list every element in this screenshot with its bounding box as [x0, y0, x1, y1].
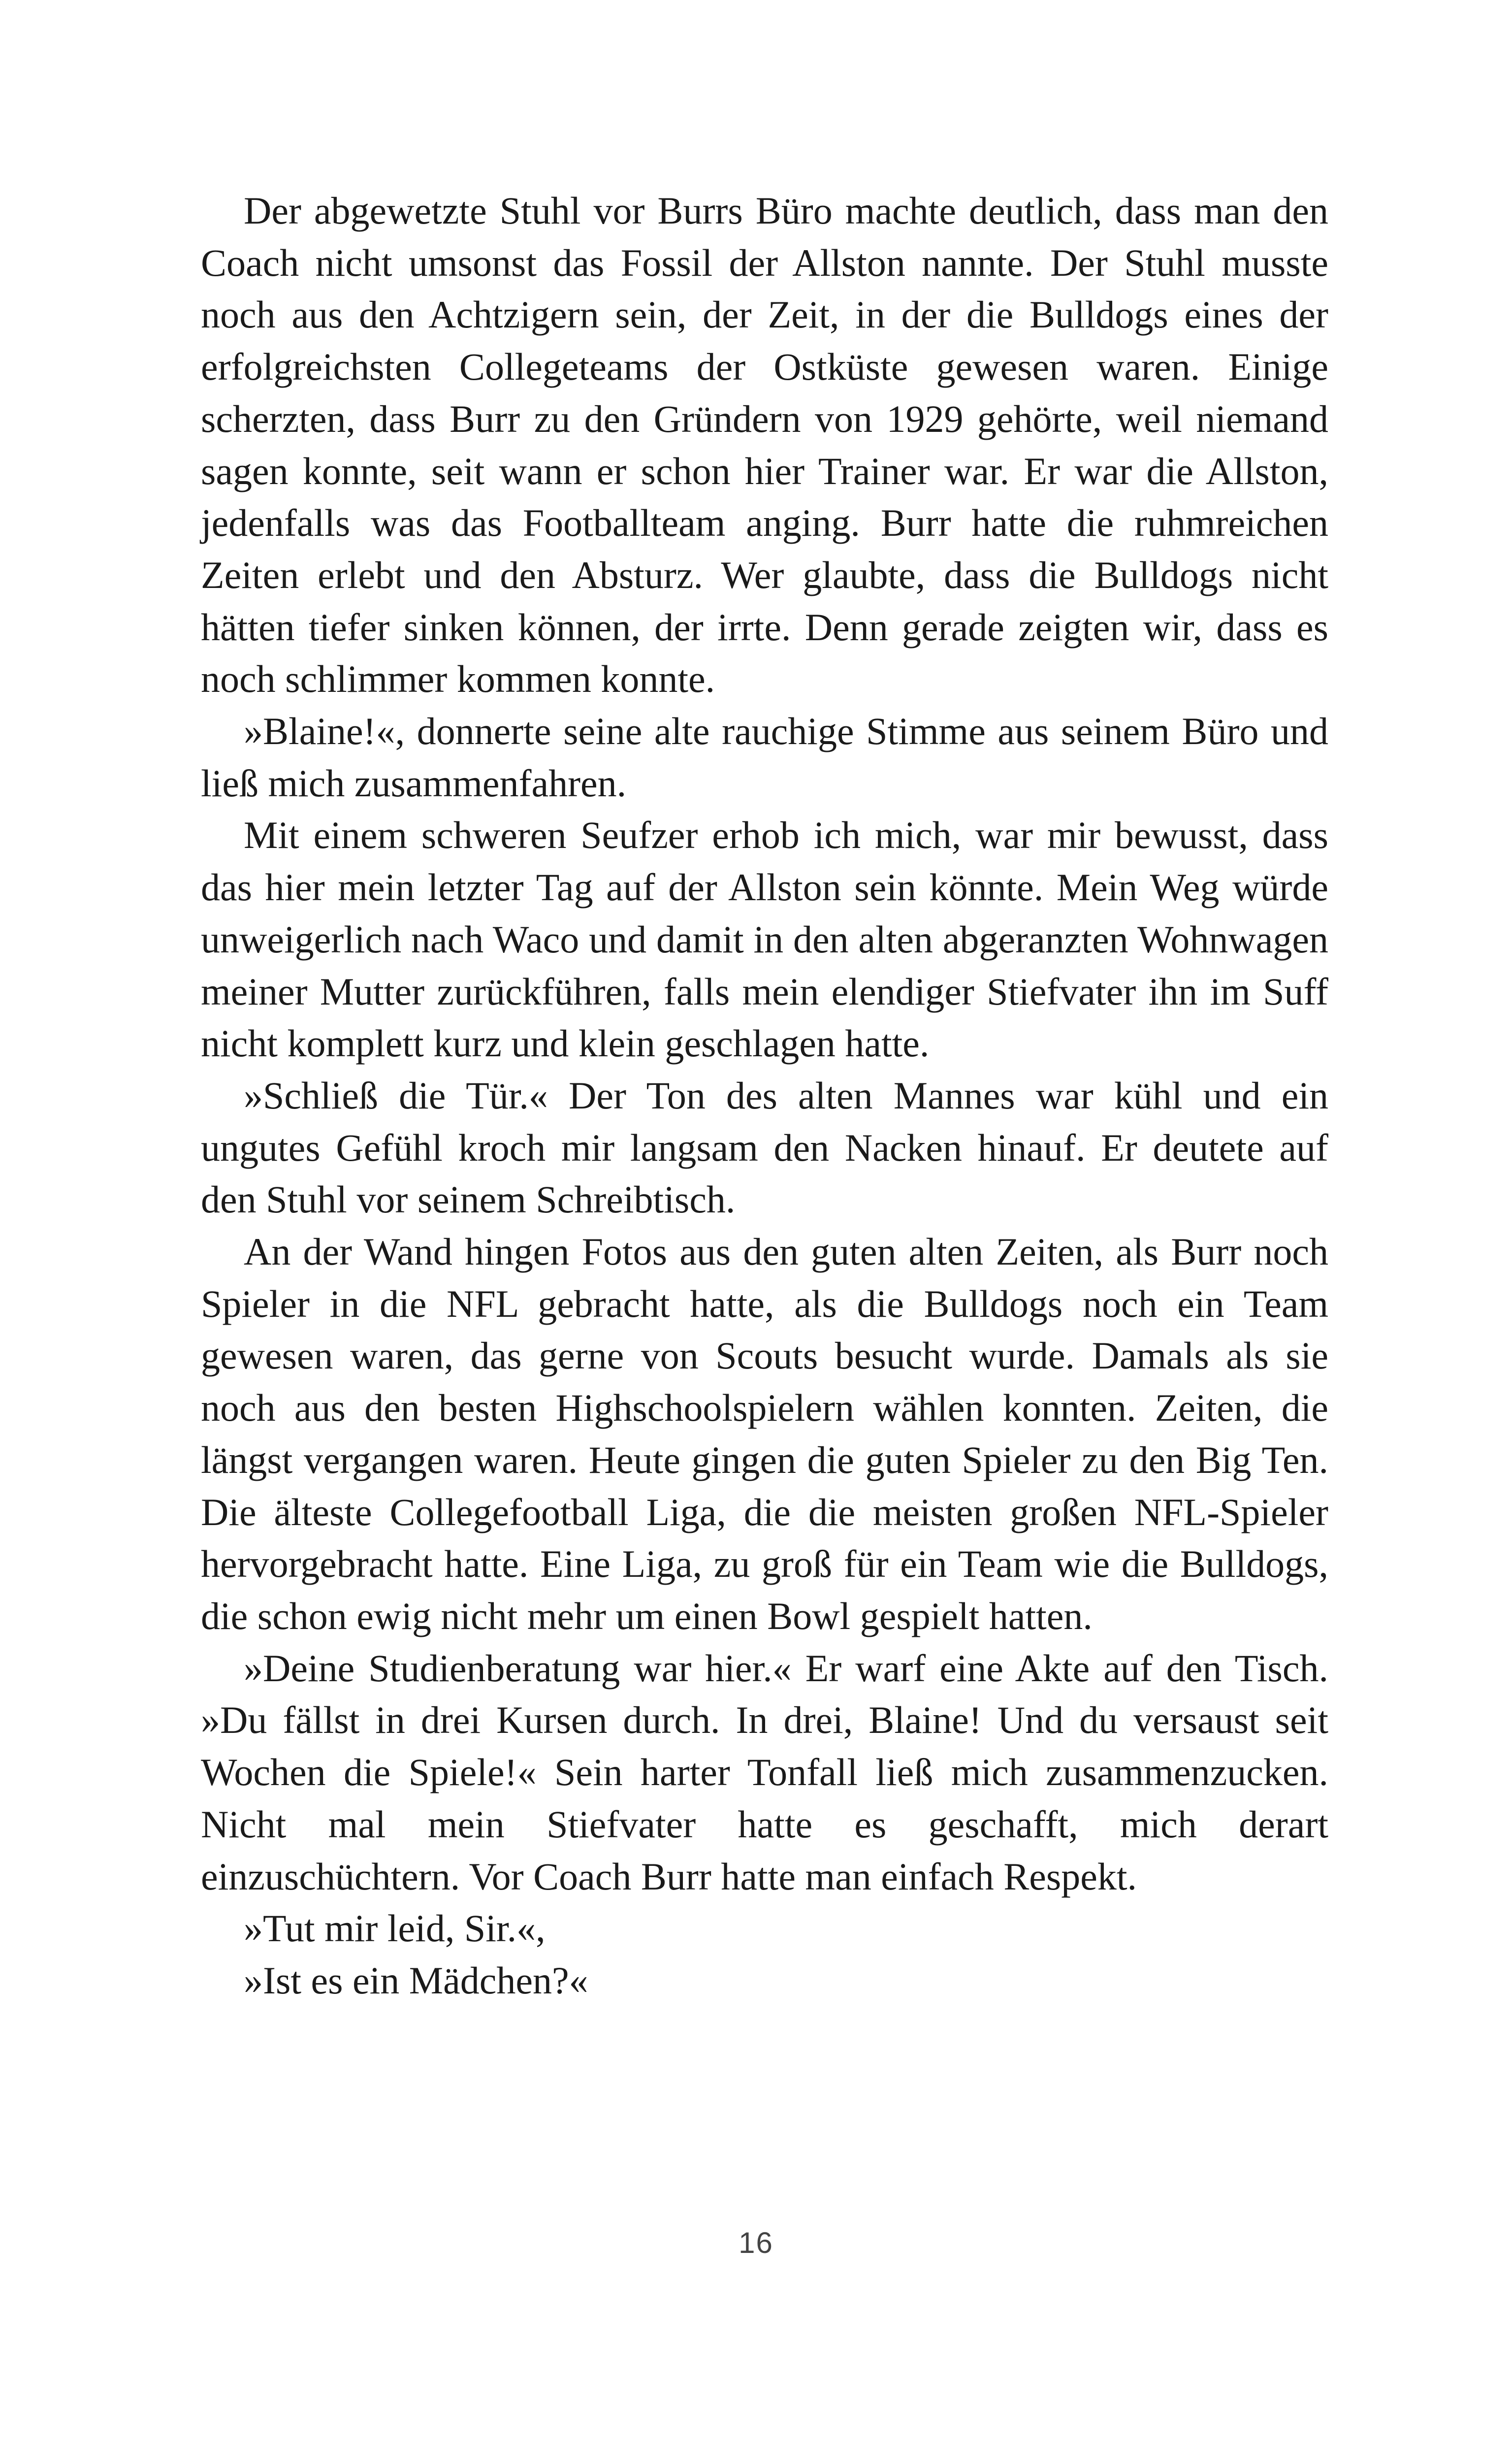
paragraph: Der abgewetzte Stuhl vor Burrs Büro machte deutlich, dass man den Coach nicht umsonst das Fossil der Allston nannte. Der Stuhl musste noch aus den Achtzigern sein, der Zeit, in der die Bulldogs eines der erfolgreichsten Collegeteams der Ostküste gewesen waren. Einige scherzten, dass Burr zu den Gründern von 1929 gehörte, weil niemand sagen konnte, seit wann er schon hier Trainer war. Er war die Allston, jedenfalls was das Footballteam anging. Burr hatte die ruhmreichen Zeiten erlebt und den Absturz. Wer glaubte, dass die Bulldogs nicht hätten tiefer sinken können, der irrte. Denn gerade zeigten wir, dass es noch schlimmer kommen konnte. — [201, 189, 1328, 701]
body-text — [201, 185, 1328, 2007]
paragraph: »Schließ die Tür.« Der Ton des alten Mannes war kühl und ein ungutes Gefühl kroch mir langsam den Nacken hinauf. Er deutete auf den Stuhl vor seinem Schreibtisch. — [201, 1074, 1328, 1221]
paragraph: »Blaine!«, donnerte seine alte rauchige Stimme aus seinem Büro und ließ mich zusammenfahren. — [201, 710, 1328, 805]
page-number: 16 — [739, 2226, 773, 2259]
paragraph: »Ist es ein Mädchen?« — [244, 1958, 588, 2002]
paragraph: »Deine Studienberatung war hier.« Er warf eine Akte auf den Tisch. »Du fällst in drei Kursen durch. In drei, Blaine! Und du versaust seit Wochen die Spiele!« Sein harter Tonfall ließ mich zusammenzucken. Nicht mal mein Stiefvater hatte es geschafft, mich derart einzuschüchtern. Vor Coach Burr hatte man einfach Respekt. — [201, 1646, 1328, 1898]
paragraph: Mit einem schweren Seufzer erhob ich mich, war mir bewusst, dass das hier mein letzter Tag auf der Allston sein könnte. Mein Weg würde unweigerlich nach Waco und damit in den alten abgeranzten Wohnwagen meiner Mutter zurückführen, falls mein elendiger Stiefvater ihn im Suff nicht komplett kurz und klein geschlagen hatte. — [201, 814, 1328, 1065]
paragraph: An der Wand hingen Fotos aus den guten alten Zeiten, als Burr noch Spieler in die NFL gebracht hatte, als die Bulldogs noch ein Team gewesen waren, das gerne von Scouts besucht wurde. Damals als sie noch aus den besten Highschoolspielern wählen konnten. Zeiten, die längst vergangen waren. Heute gingen die guten Spieler zu den Big Ten. Die älteste Collegefootball Liga, die die meisten großen NFL-Spieler hervorgebracht hatte. Eine Liga, zu groß für ein Team wie die Bulldogs, die schon ewig nicht mehr um einen Bowl gespielt hatten. — [201, 1230, 1328, 1637]
paragraph: »Tut mir leid, Sir.«, — [244, 1907, 546, 1950]
